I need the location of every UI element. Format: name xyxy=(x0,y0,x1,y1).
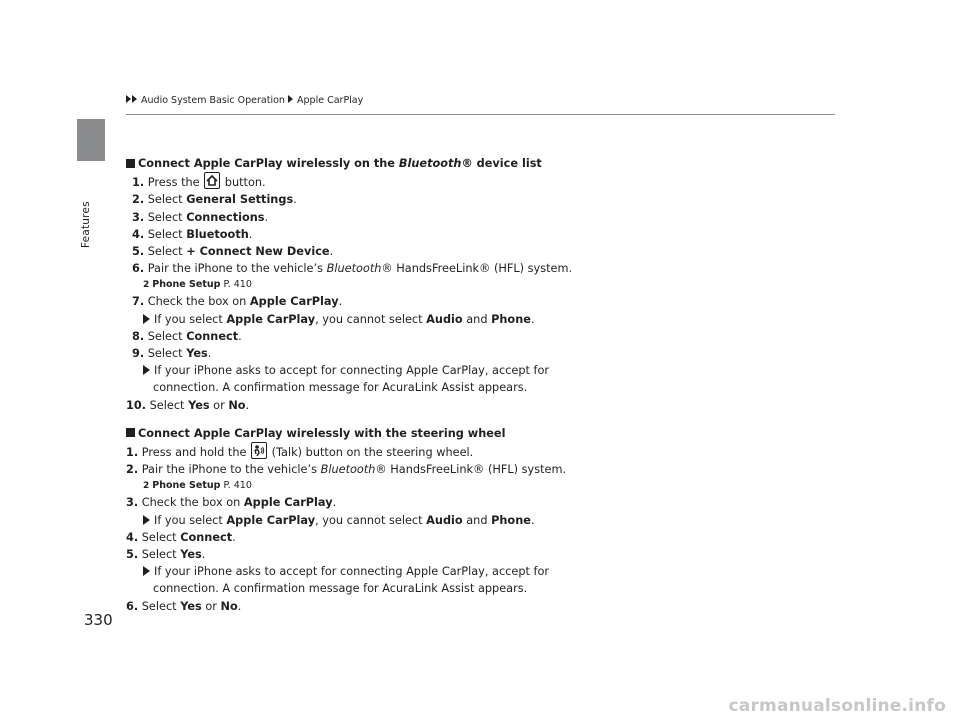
page-number: 330 xyxy=(84,611,113,629)
step-item: 1. Press the button. xyxy=(126,172,826,191)
reference-icon: 2 xyxy=(143,481,150,492)
arrow-right-icon xyxy=(126,95,131,103)
step-item: 5. Select Yes. xyxy=(126,548,206,562)
step-item: 10. Select Yes or No. xyxy=(126,398,250,412)
main-content xyxy=(126,155,826,615)
step-item: 4. Select Bluetooth. xyxy=(132,227,253,241)
triangle-bullet-icon xyxy=(143,314,150,324)
step-item: 6. Select Yes or No. xyxy=(126,599,242,613)
reference-icon: 2 xyxy=(143,280,150,291)
breadcrumb-item[interactable]: Audio System Basic Operation xyxy=(141,95,285,106)
step-item: 8. Select Connect. xyxy=(132,329,242,343)
arrow-right-icon xyxy=(132,95,137,103)
square-bullet-icon xyxy=(126,159,135,168)
step-note: If you select Apple CarPlay, you cannot select Audio and Phone. xyxy=(126,311,826,328)
talk-icon xyxy=(251,442,267,459)
step-item: 4. Select Connect. xyxy=(126,530,236,544)
step-item: 2. Pair the iPhone to the vehicle’s Bluetooth® HandsFreeLink® (HFL) system. xyxy=(126,463,567,477)
step-note-continued: connection. A confirmation message for AcuraLink Assist appears. xyxy=(153,582,528,596)
step-note-continued: connection. A confirmation message for AcuraLink Assist appears. xyxy=(153,381,528,395)
step-item: 2. Select General Settings. xyxy=(132,193,297,207)
home-icon xyxy=(204,172,220,189)
step-item: 5. Select + Connect New Device. xyxy=(132,245,334,259)
step-item: 7. Check the box on Apple CarPlay. xyxy=(132,295,343,309)
breadcrumb-item[interactable]: Apple CarPlay xyxy=(297,95,364,106)
step-note: If you select Apple CarPlay, you cannot select Audio and Phone. xyxy=(126,512,826,529)
step-item: 3. Check the box on Apple CarPlay. xyxy=(126,496,337,510)
watermark-text: carmanualsonline.info xyxy=(728,696,946,716)
arrow-right-icon xyxy=(288,95,293,103)
spacer xyxy=(126,414,826,425)
step-item: 6. Pair the iPhone to the vehicle’s Bluetooth® HandsFreeLink® (HFL) system. xyxy=(132,262,573,276)
square-bullet-icon xyxy=(126,428,135,437)
step-item: 3. Select Connections. xyxy=(132,210,269,224)
header-divider xyxy=(126,114,835,115)
step-item: 9. Select Yes. xyxy=(132,347,212,361)
triangle-bullet-icon xyxy=(143,365,150,375)
breadcrumb xyxy=(126,95,363,106)
section-heading: Connect Apple CarPlay wirelessly with the steering wheel xyxy=(126,425,826,442)
cross-reference-link[interactable]: 2 Phone Setup P. 410 xyxy=(126,277,826,293)
step-note: If your iPhone asks to accept for connecting Apple CarPlay, accept for xyxy=(126,563,826,580)
section-tab xyxy=(77,119,105,161)
step-item: 1. Press and hold the (Talk) button on the steering wheel. xyxy=(126,442,826,461)
cross-reference-link[interactable]: 2 Phone Setup P. 410 xyxy=(126,478,826,494)
step-note: If your iPhone asks to accept for connecting Apple CarPlay, accept for xyxy=(126,362,826,379)
section-heading: Connect Apple CarPlay wirelessly on the Bluetooth® device list xyxy=(126,155,826,172)
triangle-bullet-icon xyxy=(143,515,150,525)
section-label: Features xyxy=(80,201,92,248)
triangle-bullet-icon xyxy=(143,566,150,576)
